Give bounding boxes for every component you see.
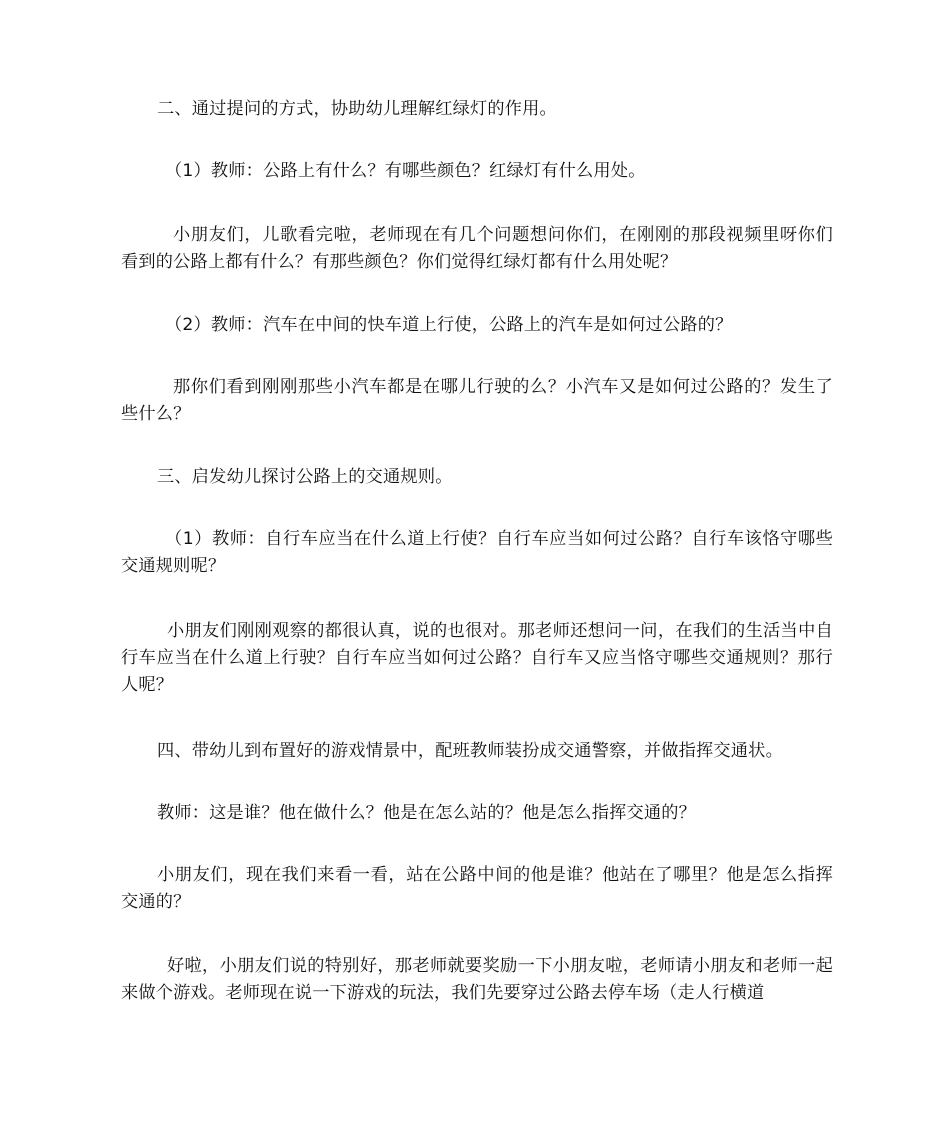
- section-heading-2: 二、通过提问的方式，协助幼儿理解红绿灯的作用。: [157, 99, 557, 119]
- answer-paragraph-5: 好啦，小朋友们说的特别好，那老师就要奖励一下小朋友啦，老师请小朋友和老师一起来做个游戏。老师现在说一下游戏的玩法，我们先要穿过公路去停车场（走人行横道: [121, 956, 833, 1003]
- answer-paragraph-4: 小朋友们，现在我们来看一看，站在公路中间的他是谁？他站在了哪里？他是怎么指挥交通的？: [121, 865, 833, 912]
- question-1: （1）教师：公路上有什么？有哪些颜色？红绿灯有什么用处。: [165, 161, 646, 181]
- answer-paragraph-3: 小朋友们刚刚观察的都很认真，说的也很对。那老师还想问一问，在我们的生活当中自行车应当在什么道上行驶？自行车应当如何过公路？自行车又应当恪守哪些交通规则？那行人呢？: [121, 621, 833, 695]
- teacher-question: 教师：这是谁？他在做什么？他是在怎么站的？他是怎么指挥交通的？: [157, 803, 697, 823]
- question-2: （2）教师：汽车在中间的快车道上行使，公路上的汽车是如何过公路的？: [165, 315, 733, 335]
- answer-paragraph-1: 小朋友们，儿歌看完啦，老师现在有几个问题想问你们，在刚刚的那段视频里呀你们看到的公路上都有什么？有那些颜色？你们觉得红绿灯都有什么用处呢？: [121, 225, 833, 272]
- section-heading-4: 四、带幼儿到布置好的游戏情景中，配班教师装扮成交通警察，并做指挥交通状。: [157, 741, 783, 761]
- question-3: （1）教师：自行车应当在什么道上行使？自行车应当如何过公路？自行车该恪守哪些交通规则呢？: [121, 529, 833, 576]
- section-heading-3: 三、启发幼儿探讨公路上的交通规则。: [157, 467, 453, 487]
- answer-paragraph-2: 那你们看到刚刚那些小汽车都是在哪儿行驶的么？小汽车又是如何过公路的？发生了些什么？: [121, 377, 833, 424]
